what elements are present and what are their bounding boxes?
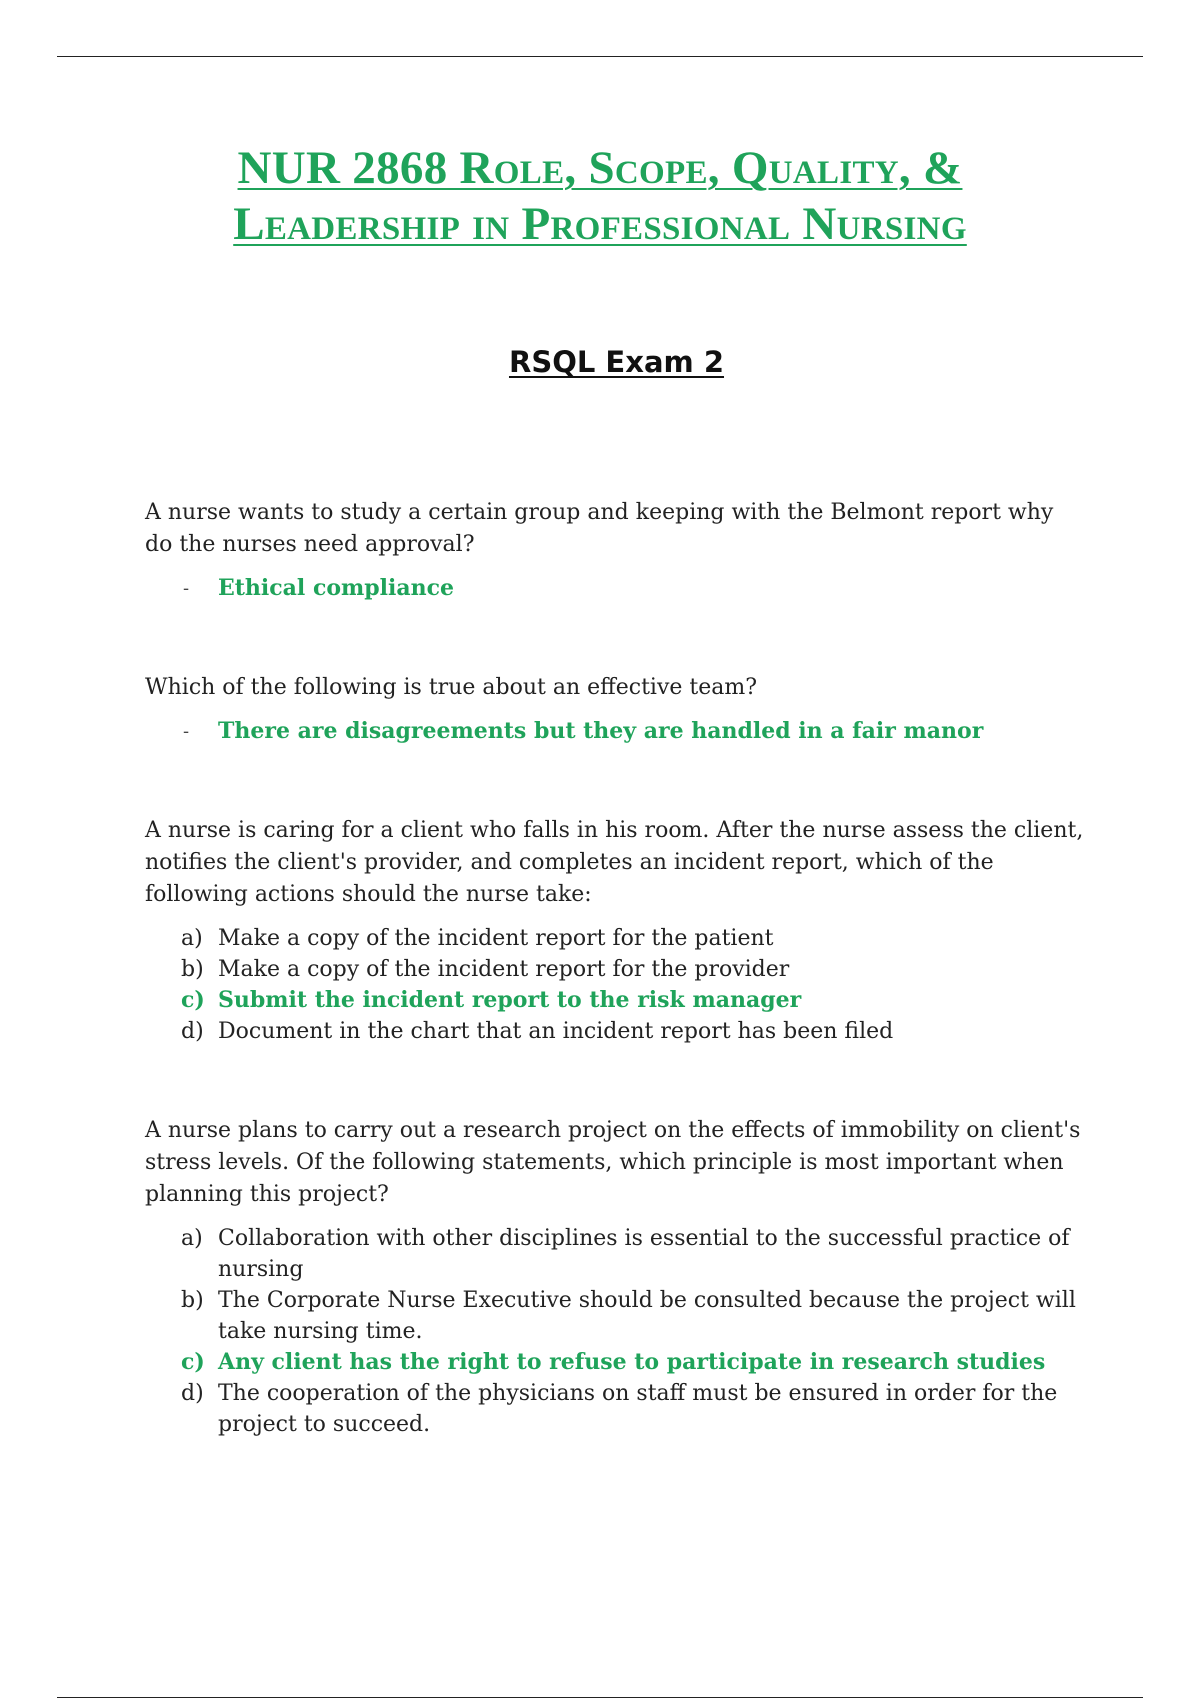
question-2-answers [145, 716, 1085, 747]
question-2-text: Which of the following is true about an effective team? [145, 675, 758, 700]
answer-marker: b) [181, 1288, 204, 1313]
answer-text: The Corporate Nurse Executive should be consulted because the project will take nursing time. [218, 1288, 1076, 1344]
answer-correct [145, 573, 1085, 604]
answer-text: The cooperation of the physicians on staff must be ensured in order for the project to succeed. [218, 1381, 1058, 1437]
bottom-rule [57, 1697, 1143, 1698]
answer-text: Document in the chart that an incident report has been filed [218, 1019, 894, 1044]
answer-text: Collaboration with other disciplines is essential to the successful practice of nursing [218, 1226, 1070, 1282]
answer-option-d [145, 1016, 1085, 1047]
question-2 [145, 672, 1085, 747]
question-1 [145, 497, 1085, 604]
exam-subtitle: RSQL Exam 2 [508, 345, 725, 379]
question-4-text: A nurse plans to carry out a research project on the effects of immobility on client's stress levels. Of the following statements, which principle is most important when planning this project? [145, 1118, 1081, 1207]
answer-option-c-correct [145, 985, 1085, 1016]
answer-option-b [145, 1285, 1085, 1347]
question-4-answers [145, 1223, 1085, 1440]
answer-option-a [145, 923, 1085, 954]
top-rule [57, 56, 1143, 57]
answer-marker: a) [181, 926, 203, 951]
answer-marker: - [183, 578, 190, 599]
answer-marker: b) [181, 957, 204, 982]
answer-marker: a) [181, 1226, 203, 1251]
answer-text: Any client has the right to refuse to participate in research studies [218, 1349, 1046, 1375]
question-1-answers [145, 573, 1085, 604]
answer-option-b [145, 954, 1085, 985]
answer-text: There are disagreements but they are handled in a fair manor [218, 718, 984, 744]
document-title-line-1: NUR 2868 Role, Scope, Quality, & [237, 142, 963, 194]
question-1-text: A nurse wants to study a certain group and keeping with the Belmont report why do the nurses need approval? [145, 500, 1054, 557]
answer-text: Submit the incident report to the risk manager [218, 987, 802, 1013]
document-title [100, 140, 1100, 252]
question-3-text: A nurse is caring for a client who falls in his room. After the nurse assess the client, notifies the client's provider, and completes an incident report, which of the following actions should the nurse take: [145, 818, 1084, 907]
answer-option-c-correct [145, 1347, 1085, 1378]
answer-marker: c) [181, 987, 205, 1013]
answer-text: Make a copy of the incident report for the patient [218, 926, 774, 951]
answer-option-d [145, 1378, 1085, 1440]
answer-correct [145, 716, 1085, 747]
answer-text: Make a copy of the incident report for the provider [218, 957, 790, 982]
answer-option-a [145, 1223, 1085, 1285]
answer-text: Ethical compliance [218, 575, 455, 601]
answer-marker: - [183, 721, 190, 742]
question-4 [145, 1115, 1085, 1440]
document-title-line-2: Leadership in Professional Nursing [233, 198, 967, 250]
answer-marker: c) [181, 1349, 205, 1375]
question-3 [145, 815, 1085, 1047]
answer-marker: d) [181, 1381, 204, 1406]
answer-marker: d) [181, 1019, 204, 1044]
question-3-answers [145, 923, 1085, 1047]
